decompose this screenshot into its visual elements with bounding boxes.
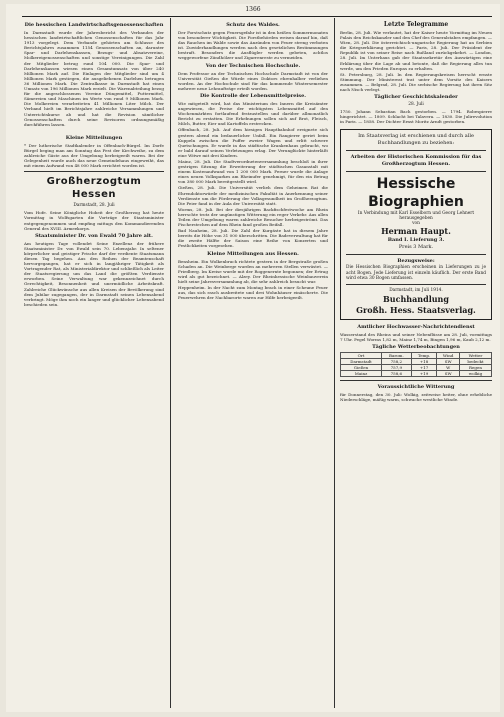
article-text: * Der lutherische Stadtkalender in Offenbach-Bürgel. Im Dorfe Bürgel beging man am Sonntag das Fest der Kirchweihe, zu dem zahlreiche Gäste aus der Umgebung herbeigeeilt waren. Bei der Gelegenheit wurde auch das neue Gemeindehaus eingeweiht, das mit einem Aufwand von 48 000 Mark errichtet worden ist. xyxy=(24,142,164,169)
ad-publisher: Arbeiten der Historischen Kommission für das Großherzogtum Hessen. xyxy=(350,153,482,167)
article-text: Bad Nauheim, 28. Juli. Die Zahl der Kurgäste hat in diesem Jahre bereits die Höhe von 31 000 überschritten. Die Badeverwaltung hat für die zweite Hälfte der Saison eine Reihe von Konzerten und Festlichkeiten vorgesehen. xyxy=(178,228,328,249)
article-heading: Von der Technischen Hochschule. xyxy=(205,62,301,69)
ad-intro: Im Staatsverlag ist erschienen und durch alle Buchhandlungen zu beziehen: xyxy=(358,132,474,146)
ad-price: Preis 3 Mark. xyxy=(398,244,434,251)
ad-terms-heading: Bezugsweise: xyxy=(397,258,435,265)
article-text: Vom Hofe. Seine Königliche Hoheit der Großherzog hat heute Vormittag in Wolfsgarten die Vorträge der Staatsminister entgegengenommen und empfing mittags den Kommandierenden General des XVIII. Armeekorps. xyxy=(24,210,164,231)
column-divider xyxy=(170,18,171,708)
article-heading: Schutz des Waldes. xyxy=(226,22,280,28)
weather-column-header: Barom. xyxy=(382,352,412,358)
weather-column-header: Temp. xyxy=(411,352,437,358)
dateline: Darmstadt, 28. Juli xyxy=(73,203,115,209)
article-text: In Darmstadt wurde der Jahresbericht des Verbandes der hessischen landwirtschaftlichen Genossenschaften für das Jahr 1913 vorgelegt. Dem Verbande gehörten am Schlusse des Berichtsjahres zusammen 1154 Genossenschaften an, darunter Spar- und Darlehenskassen, Bezugs- und Absatzvereine, Molkereigenossenschaften und sonstige Vereinigungen. Die Zahl der Mitglieder betrug rund 104 000. Die Spar- und Darlehenskassen wiesen einen Gesamtumsatz von über 240 Millionen Mark auf. Die Einlagen der Mitglieder sind um 4 Millionen Mark gestiegen, die ausgeliehenen Darlehen betrugen 36 Millionen Mark. Die Zentralkasse in Darmstadt hat einen Umsatz von 196 Millionen Mark erzielt. Die Warenabteilung bezog für die angeschlossenen Vereine Düngemittel, Futtermittel, Sämereien und Maschinen im Werte von rund 9 Millionen Mark. Die Molkereien verarbeiteten 41 Millionen Liter Milch. Der Verband hielt im Berichtsjahre zahlreiche Versammlungen und Unterrichtskurse ab und hat die Revision sämtlicher Genossenschaften durch seine Revisoren ordnungsmäßig durchführen lassen. xyxy=(24,30,164,127)
column-right xyxy=(340,20,492,708)
article-text: für Donnerstag, den 30. Juli: Wolkig, zeitweise heiter, ohne erhebliche Niederschläge, mäßig warm, schwache westliche Winde. xyxy=(340,391,492,402)
ad-firm: Großh. Hess. Staatsverlag. xyxy=(356,304,476,315)
ad-subtitle: In Verbindung mit Karl Esselborn und Georg Lehnert herausgegeben xyxy=(357,210,475,221)
newspaper-page xyxy=(6,4,500,712)
ad-editor: Herman Haupt. xyxy=(381,226,451,237)
article-text: Mainz, 28. Juli. Die Stadtverordnetenversammlung beschloß in ihrer gestrigen Sitzung die Erweiterung der städtischen Gasanstalt mit einem Kostenaufwand von 1 200 000 Mark. Ferner wurde die Anlage eines neuen Volksparkes am Rheinufer genehmigt, für den ein Betrag von 380 000 Mark bereitgestellt wird. xyxy=(178,158,328,185)
article-text: St. Petersburg, 28. Juli. In den Regierungskreisen herrscht ernste Stimmung. Der Ministerrat trat unter dem Vorsitz des Kaisers zusammen. — Belgrad, 28. Juli. Die serbische Regierung hat ihren Sitz nach Nisch verlegt. xyxy=(340,71,492,93)
ad-band: Band I. Lieferung 3. xyxy=(387,237,445,244)
weather-cell: +17 xyxy=(411,364,437,370)
ad-subtitle-von: von xyxy=(412,221,420,227)
weather-cell: 758,2 xyxy=(382,358,412,364)
ad-title: Hessische Biographien xyxy=(368,175,464,210)
weather-table xyxy=(340,352,492,377)
article-heading: Staatsminister Dr. von Ewald 70 Jahre alt. xyxy=(35,232,153,239)
weather-cell: Mainz xyxy=(341,370,382,376)
weather-cell: Darmstadt xyxy=(341,358,382,364)
divider xyxy=(24,171,164,172)
section-heading: Kleine Mitteilungen aus Hessen. xyxy=(207,250,299,257)
page-number: 1366 xyxy=(245,6,261,13)
weather-column-header: Ort xyxy=(341,352,382,358)
weather-cell: Regen xyxy=(459,364,491,370)
weather-cell: SW xyxy=(437,358,460,364)
article-text: 1750. Johann Sebastian Bach gestorben. — 1794. Robespierre hingerichtet. — 1809. Schlacht bei Talavera. — 1830. Die Julirevolution in Paris. — 1858. Der Dichter Ernst Moritz Arndt gestorben. xyxy=(340,109,492,125)
column-divider xyxy=(334,18,335,708)
article-text: Wasserstand des Rheins und seiner Nebenflüsse am 28. Juli, vormittags 7 Uhr. Pegel Worms 1,82 m, Mainz 1,74 m, Bingen 1,96 m, Kaub 2,12 m. xyxy=(340,331,492,342)
article-text: Offenbach, 28. Juli. Auf dem hiesigen Hauptbahnhof ereignete sich gestern abend ein bedauerlicher Unfall. Ein Rangierer geriet beim Kuppeln zwischen die Puffer zweier Wagen und erlitt schwere Quetschungen. Er wurde in das städtische Krankenhaus gebracht, wo er bald darauf seinen Verletzungen erlag. Der Verunglückte hinterläßt eine Witwe mit drei Kindern. xyxy=(178,127,328,158)
calendar-date: 28. Juli xyxy=(408,102,424,108)
article-heading: Die Kontrolle der Lebensmittelpreise. xyxy=(199,92,307,99)
ad-terms: Die Hessischen Biographien erscheinen in Lieferungen zu je acht Bogen. Jede Lieferung ist einzeln käuflich. Der erste Band wird etwa 30 Bogen umfassen. xyxy=(346,265,486,281)
article-text: Berlin, 28. Juli. Wie verlautet, hat der Kaiser heute Vormittag im Neuen Palais den Reichskanzler und den Chef des Generalstabes empfangen. — Wien, 28. Juli. Die österreichisch-ungarische Regierung hat an Serbien die Kriegserklärung gerichtet. — Paris, 28. Juli. Der Präsident der Republik ist von seiner Reise nach Rußland zurückgekehrt. — London, 28. Juli. Im Unterhaus gab der Staatssekretär des Auswärtigen eine Erklärung über die Lage ab und betonte, daß die Regierung alles tun werde, um den Frieden Europas zu erhalten. xyxy=(340,30,492,71)
weather-cell: 758,6 xyxy=(382,370,412,376)
masthead-grossherzogtum-hessen: Großherzogtum Hessen xyxy=(46,176,142,201)
advertisement-biographies xyxy=(340,129,492,320)
weather-cell: bedeckt xyxy=(459,358,491,364)
article-text: Wie mitgeteilt wird, hat das Ministerium des Innern die Kreisämter angewiesen, die Preise der wichtigsten Lebensmittel auf den Wochenmärkten fortlaufend festzustellen und darüber allmonatlich Bericht zu erstatten. Die Erhebungen sollen sich auf Brot, Fleisch, Milch, Butter, Eier und Kartoffeln erstrecken. xyxy=(178,100,328,127)
weather-column-header: Wetter xyxy=(459,352,491,358)
article-text: Der Forstschutz gegen Feuersgefahr ist in den heißen Sommermonaten von besonderer Wichtigkeit. Die Forstbehörden weisen darauf hin, daß das Rauchen im Walde sowie das Anzünden von Feuer streng verboten ist. Zuwiderhandlungen werden nach den gesetzlichen Bestimmungen bestraft. Besonders die Ausflügler werden gebeten, achtlos weggeworfene Zündhölzer und Zigarrenreste zu vermeiden. xyxy=(178,30,328,61)
article-text: Gießen, 28. Juli. Die Universität verlieh dem Geheimen Rat die Ehrendoktorwürde der medizinischen Fakultät in Anerkennung seiner Verdienste um die Förderung der Volksgesundheit im Großherzogtum. Die Feier fand in der Aula der Universität statt. xyxy=(178,185,328,206)
article-text: Bensheim. Ein Wolkenbruch richtete gestern in der Bergstraße großen Schaden an. Die Weinberge wurden an mehreren Stellen verwüstet. — Friedberg. Im Kreise wurde mit der Roggenernte begonnen; der Ertrag wird als gut bezeichnet. — Alzey. Der Rheinhessische Weinbauverein hielt seine Jahresversammlung ab, die sehr zahlreich besucht war. xyxy=(178,258,328,284)
section-heading: Kleine Mitteilungen xyxy=(65,134,123,141)
section-heading: Täglicher Geschichtskalender xyxy=(374,94,458,101)
weather-cell: 757,9 xyxy=(382,364,412,370)
top-rule xyxy=(22,16,492,17)
column-left xyxy=(24,20,164,708)
section-heading: Tägliche Wetterbeobachtungen xyxy=(372,343,460,350)
section-heading: Voraussichtliche Witterung xyxy=(377,383,455,390)
column-middle xyxy=(178,20,328,708)
weather-cell: Gießen xyxy=(341,364,382,370)
ad-place: Darmstadt, im Juli 1914. xyxy=(389,288,443,294)
article-text: Am heutigen Tage vollendet Seine Exzellenz der frühere Staatsminister Dr. von Ewald sein 70. Lebensjahr. In seltener körperlicher und geistiger Frische darf der verdiente Staatsmann diesen Tag begehen. Aus den Reihen der Beamtenschaft hervorgegangen, hat er sich in langjähriger Tätigkeit als Vortragender Rat, als Ministerialdirektor und schließlich als Leiter der Staatsregierung um das Land die größten Verdienste erworben. Seine Verwaltung war gekennzeichnet durch Gerechtigkeit, Besonnenheit und unermüdliche Arbeitskraft. Zahlreiche Glückwünsche aus allen Kreisen der Bevölkerung sind dem Jubilar zugegangen, der in Darmstadt seinen Lebensabend verbringt. Möge ihm noch ein langer und glücklicher Lebensabend beschieden sein. xyxy=(24,240,164,307)
weather-row xyxy=(341,370,492,376)
weather-cell: wolkig xyxy=(459,370,491,376)
weather-cell: W xyxy=(437,364,460,370)
weather-cell: +19 xyxy=(411,370,437,376)
weather-column-header: Wind xyxy=(437,352,460,358)
ad-firm: Buchhandlung xyxy=(383,293,449,304)
article-text: Heppenheim. In der Nacht zum Montag brach in einer Scheune Feuer aus, das sich rasch ausbreitete und drei Wohnhäuser einäscherte. Die Feuerwehren der Nachbarorte waren zur Hilfe herbeigeeilt. xyxy=(178,285,328,301)
weather-cell: +18 xyxy=(411,358,437,364)
article-text: Dem Professor an der Technischen Hochschule Darmstadt ist von der Universität Gießen die Würde eines Doktors ehrenhalber verliehen worden. An der Hochschule sind für das kommende Wintersemester mehrere neue Lehraufträge erteilt worden. xyxy=(178,70,328,91)
section-heading: Letzte Telegramme xyxy=(383,21,449,28)
weather-cell: SW xyxy=(437,370,460,376)
article-heading: Die hessischen Landwirtschaftsgenossenschaften xyxy=(24,22,164,28)
article-text: Worms, 28. Juli. Bei der diesjährigen Backfischfestwoche am Rhein herrschte trotz der ungünstigen Witterung ein reger Verkehr. Aus allen Teilen der Umgebung waren zahlreiche Besucher herbeigeströmt. Das Fischerstechen auf dem Rhein fand großen Beifall. xyxy=(178,206,328,228)
section-heading: Amtlicher Hochwasser-Nachrichtendienst xyxy=(357,323,475,330)
